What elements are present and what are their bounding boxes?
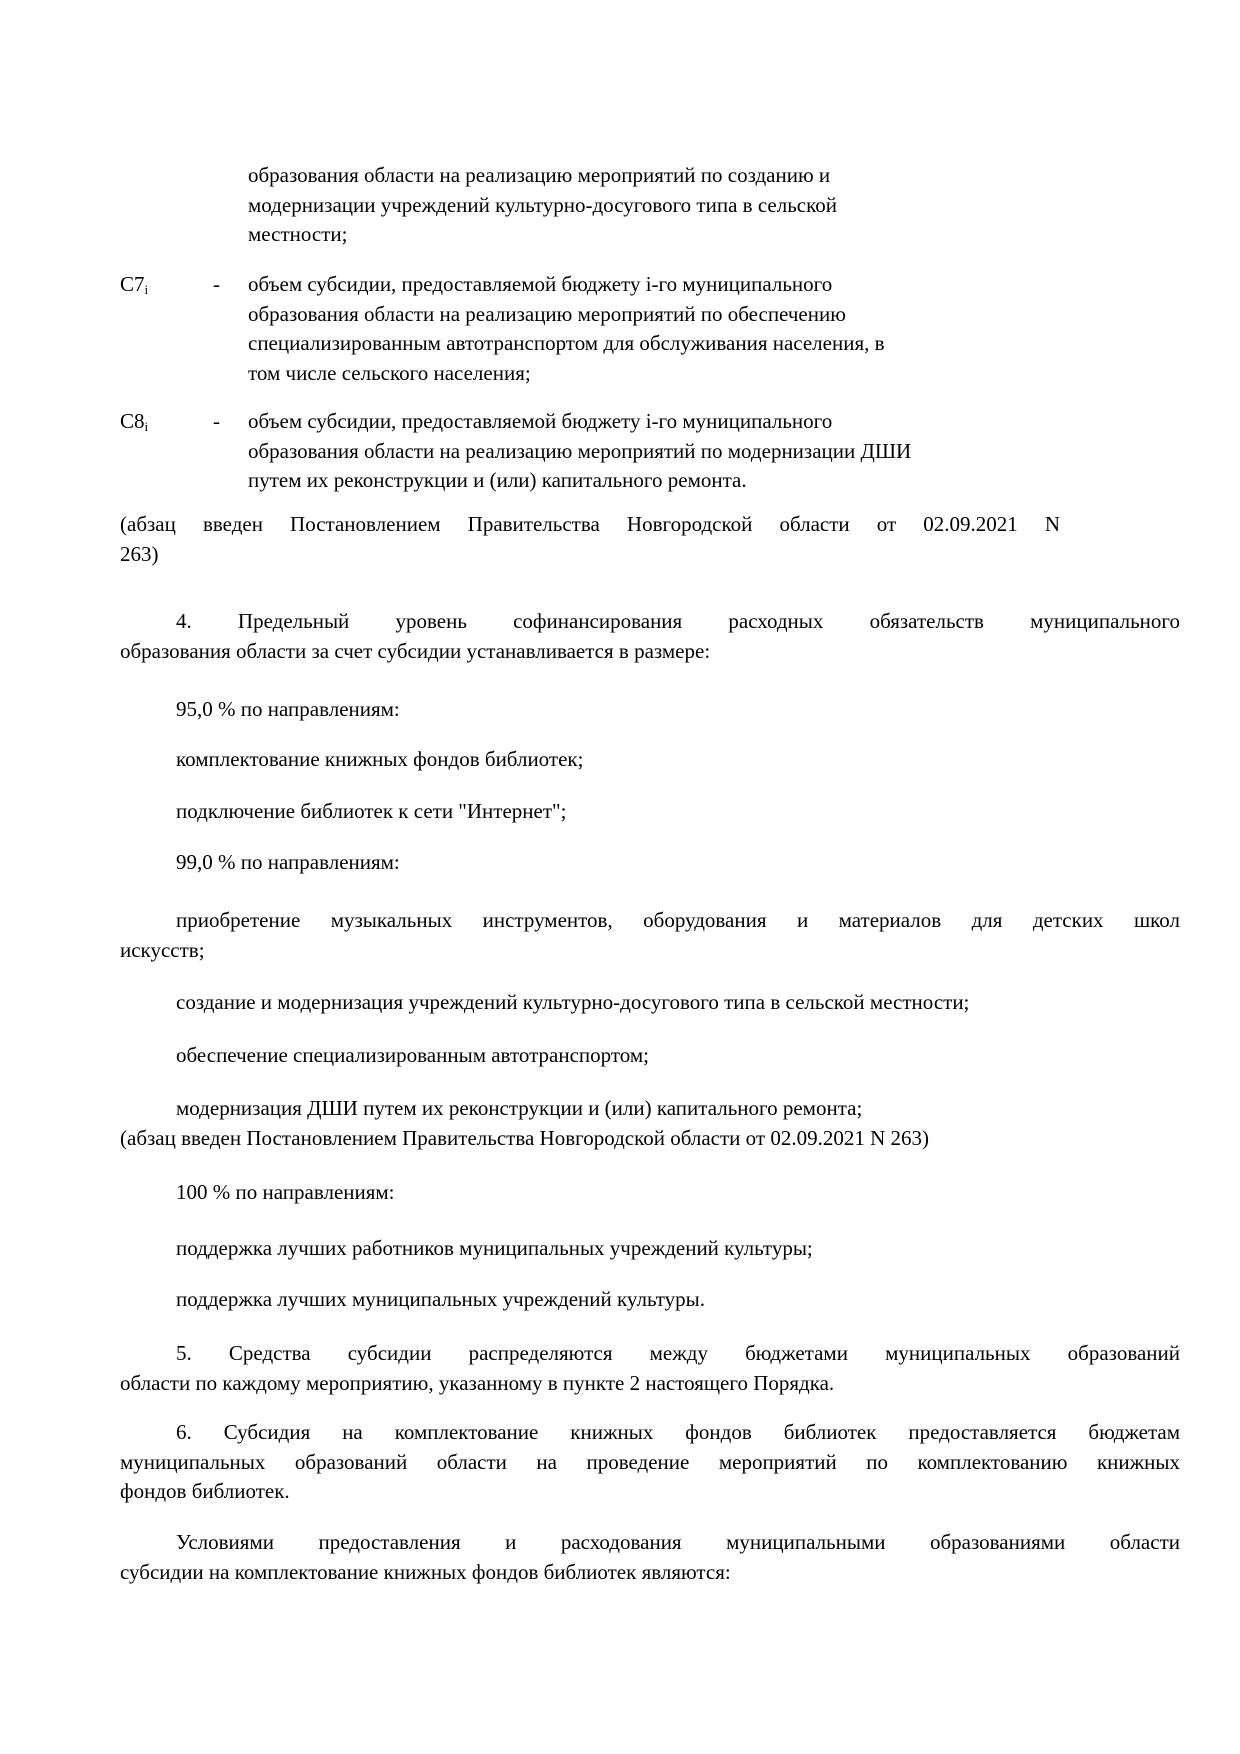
paragraph-5 (120, 1339, 1180, 1398)
dash: - (213, 409, 220, 433)
text-line: объем субсидии, предоставляемой бюджету i-го муниципального (248, 272, 833, 296)
rate-99: 99,0 % по направлениям: (176, 850, 400, 874)
text-line: 5. Средства субсидии распределяются между бюджетами муниципальных образований (176, 1341, 1180, 1365)
text-line: специализированным автотранспортом для обслуживания населения, в (248, 331, 885, 355)
dash: - (213, 272, 220, 296)
rate-100: 100 % по направлениям: (176, 1180, 395, 1204)
direction-item: комплектование книжных фондов библиотек; (176, 747, 584, 771)
direction-item: поддержка лучших муниципальных учреждений культуры. (176, 1287, 705, 1311)
text-line: том числе сельского населения; (248, 360, 531, 385)
definition-text (248, 407, 911, 496)
definition-label: $C7_i$ (120, 272, 149, 297)
rate-95: 95,0 % по направлениям: (176, 697, 400, 721)
amendment-note (120, 510, 1060, 569)
text-line: 263) (120, 541, 159, 566)
text-line: приобретение музыкальных инструментов, оборудования и материалов для детских школ (176, 908, 1180, 932)
amendment-note: (абзац введен Постановлением Правительства Новгородской области от 02.09.2021 N 263) (120, 1125, 929, 1150)
text-line: модернизации учреждений культурно-досугового типа в сельской (248, 192, 837, 217)
text-line: 4. Предельный уровень софинансирования расходных обязательств муниципального (176, 609, 1180, 633)
text-line: объем субсидии, предоставляемой бюджету i-го муниципального (248, 409, 833, 433)
direction-item (120, 1094, 929, 1153)
definition-continuation (248, 161, 837, 250)
text-line: фондов библиотек. (120, 1479, 290, 1503)
definition-text (248, 270, 885, 388)
text-line: путем их реконструкции и (или) капитального ремонта. (248, 468, 747, 492)
direction-item (120, 906, 1180, 965)
direction-item: подключение библиотек к сети "Интернет"; (176, 799, 567, 823)
direction-item: обеспечение специализированным автотранспортом; (176, 1043, 649, 1067)
paragraph-conditions (120, 1528, 1180, 1587)
text-line: субсидии на комплектование книжных фондов библиотек являются: (120, 1559, 731, 1584)
text-line: образования области на реализацию мероприятий по обеспечению (248, 301, 846, 326)
text-line: Условиями предоставления и расходования муниципальными образованиями области (176, 1530, 1180, 1554)
direction-item: поддержка лучших работников муниципальных учреждений культуры; (176, 1236, 813, 1260)
paragraph-6 (120, 1418, 1180, 1507)
text-line: образования области за счет субсидии устанавливается в размере: (120, 638, 711, 663)
text-line: образования области на реализацию мероприятий по модернизации ДШИ (248, 438, 912, 463)
text-line: муниципальных образований области на проведение мероприятий по комплектованию книжных (120, 1449, 1180, 1474)
text-line: области по каждому мероприятию, указанному в пункте 2 настоящего Порядка. (120, 1370, 835, 1395)
text-line: искусств; (120, 937, 205, 962)
text-line: 6. Субсидия на комплектование книжных фондов библиотек предоставляется бюджетам (176, 1420, 1180, 1444)
text-line: (абзац введен Постановлением Правительства Новгородской области от 02.09.2021 N (120, 512, 1060, 536)
text-line: модернизация ДШИ путем их реконструкции и (или) капитального ремонта; (176, 1096, 863, 1120)
text-line: образования области на реализацию мероприятий по созданию и (248, 163, 831, 187)
paragraph-4 (120, 607, 1180, 666)
definition-label: $C8_i$ (120, 409, 149, 434)
direction-item: создание и модернизация учреждений культурно-досугового типа в сельской местности; (176, 990, 970, 1014)
text-line: местности; (248, 222, 348, 246)
